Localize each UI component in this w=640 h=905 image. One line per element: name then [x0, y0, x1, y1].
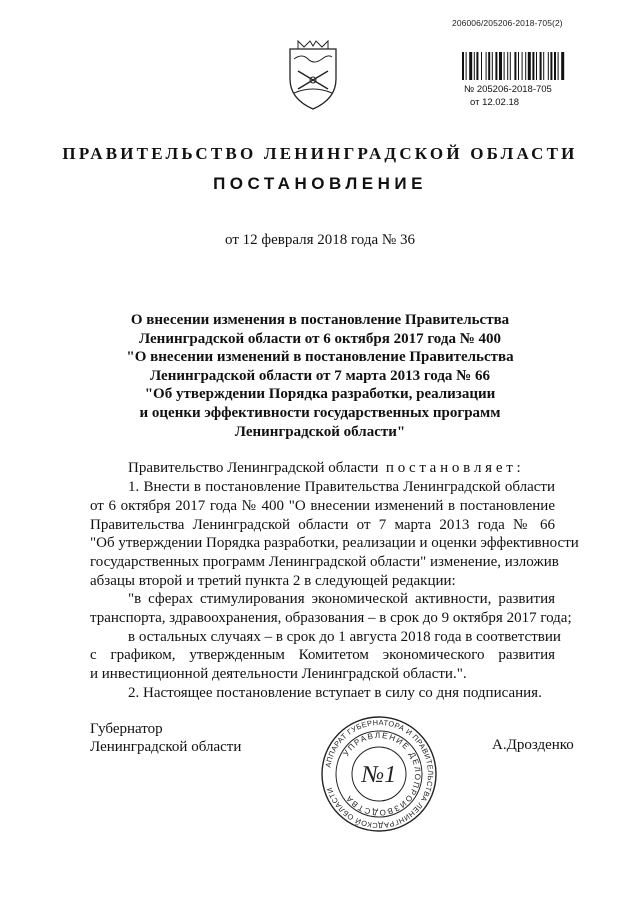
signatory-position-line: Ленинградской области — [90, 739, 242, 755]
document-type-heading: ПОСТАНОВЛЕНИЕ — [213, 174, 427, 193]
paragraph-line: Правительства Ленинградской области от 7 марта 2013 года № 66 — [90, 517, 555, 533]
stamp-number: №1 — [361, 762, 397, 788]
authority-heading: ПРАВИТЕЛЬСТВО ЛЕНИНГРАДСКОЙ ОБЛАСТИ — [62, 144, 578, 163]
title-line: О внесении изменения в постановление Правительства — [130, 312, 510, 328]
coat-of-arms-emblem — [284, 37, 342, 111]
paragraph-line: государственных программ Ленинградской области" изменение, изложив — [90, 554, 559, 570]
paragraph-line: "Об утверждении Порядка разработки, реализации и оценки эффективности — [90, 535, 579, 551]
official-seal-stamp — [320, 715, 438, 833]
signatory-position-line: Губернатор — [90, 721, 163, 737]
quote-line: с графиком, утвержденным Комитетом экономического развития — [90, 647, 555, 663]
title-line: и оценки эффективности государственных программ — [139, 404, 501, 421]
quote-line: "в сферах стимулирования экономической активности, развития — [128, 591, 555, 607]
title-line: "Об утверждении Порядка разработки, реализации — [144, 386, 496, 403]
title-line: Ленинградской области от 6 октября 2017 года № 400 — [138, 330, 502, 347]
registration-number: № 205206-2018-705 — [464, 84, 552, 95]
signatory-name: А.Дрозденко — [492, 737, 574, 753]
quote-line: транспорта, здравоохранения, образования – в срок до 9 октября 2017 года; — [90, 610, 572, 626]
paragraph-line: от 6 октября 2017 года № 400 "О внесении изменений в постановление — [90, 498, 555, 514]
paragraph-2: 2. Настоящее постановление вступает в силу со дня подписания. — [128, 685, 542, 701]
signatory-position — [90, 720, 241, 756]
title-line: Ленинградской области от 7 марта 2013 года № 66 — [149, 367, 490, 384]
quote-line: в остальных случаях – в срок до 1 августа 2018 года в соответствии — [128, 629, 561, 645]
title-line: Ленинградской области" — [234, 423, 406, 440]
registration-date: от 12.02.18 — [470, 97, 520, 108]
document-date-line: от 12 февраля 2018 года № 36 — [225, 232, 415, 248]
document-code: 206006/205206-2018-705(2) — [452, 18, 563, 28]
quote-line: и инвестиционной деятельности Ленинградской области.". — [90, 666, 467, 682]
stamp-outer-text: АППАРАТ ГУБЕРНАТОРА И ПРАВИТЕЛЬСТВА ЛЕНИНГРАДСКОЙ ОБЛАСТИ — [323, 717, 436, 831]
barcode — [462, 52, 614, 80]
stamp-inner-text: УПРАВЛЕНИЕ ДЕЛОПРОИЗВОДСТВА — [341, 730, 423, 818]
title-line: "О внесении изменений в постановление Правительства — [126, 349, 514, 366]
paragraph-line: абзацы второй и третий пункта 2 в следующей редакции: — [90, 573, 456, 589]
paragraph-line: 1. Внести в постановление Правительства Ленинградской области — [128, 479, 555, 495]
preamble: Правительство Ленинградской области п о с т а н о в л я е т : — [128, 460, 521, 476]
document-title — [0, 311, 640, 441]
